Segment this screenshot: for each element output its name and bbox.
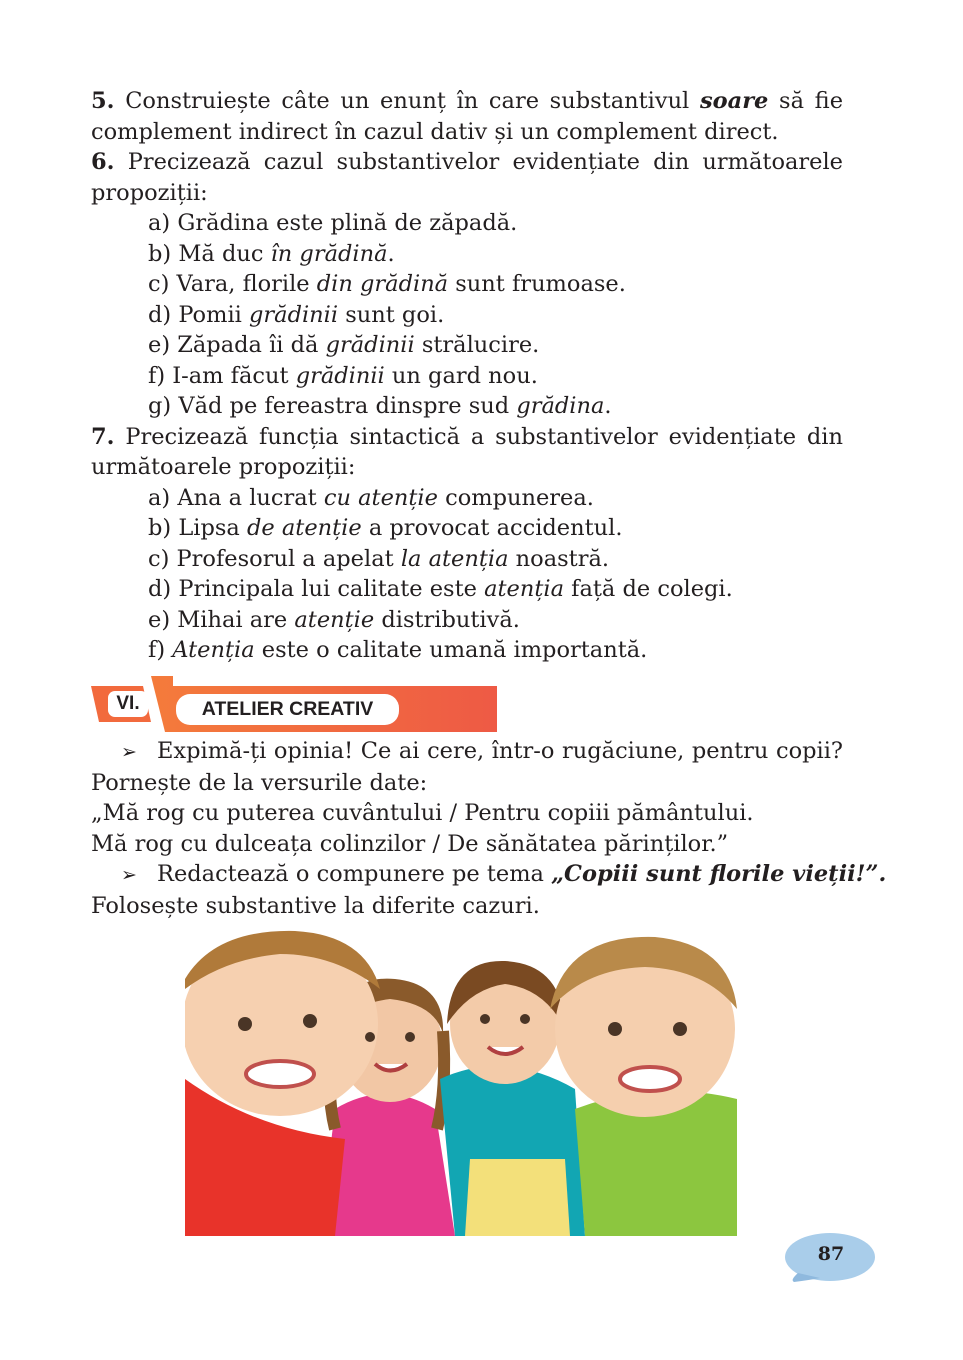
ex7-prompt: Precizează funcția sintactică a substantivelor evidențiate din [125, 423, 843, 450]
item-text-end: sunt frumoase. [448, 271, 626, 297]
item-text-end: noastră. [508, 545, 610, 572]
ex6-prompt: Precizează cazul substantivelor evidențiate din următoarele [127, 149, 843, 175]
item-text: d) Pomii [148, 301, 249, 328]
ex5-text-c: să fie [768, 88, 844, 114]
item-text-end: a provocat accidentul. [361, 515, 623, 541]
ex6-line-2: propoziții: [91, 179, 208, 206]
quote-line-2: Mă rog cu dulceața colinzilor / De sănătatea părinților.” [91, 830, 729, 857]
ex6-item [91, 239, 843, 270]
ex6-item [91, 269, 843, 300]
item-text: g) Văd pe fereastra dinspre sud [148, 393, 517, 419]
item-text-end: compunerea. [437, 484, 594, 511]
highlighted-noun: din grădină [316, 271, 449, 297]
ex7-line-1 [91, 422, 843, 453]
atelier-prompt-2: Redactează o compunere pe tema [157, 861, 552, 887]
highlighted-noun: grădinii [325, 332, 415, 358]
composition-theme: „Copiii sunt florile vieții!”. [551, 861, 887, 887]
item-text: f) [148, 637, 173, 663]
item-text-end: este o calitate umană importantă. [254, 637, 648, 663]
item-text: d) Principala lui calitate este [148, 576, 485, 602]
ex5-number: 5. [91, 88, 115, 114]
ex5-keyword: soare [699, 88, 769, 114]
item-text: b) Mă duc [148, 240, 271, 267]
ex6-item [91, 330, 843, 361]
ex5-line-1 [91, 86, 843, 117]
item-text: e) Zăpada îi dă [148, 332, 326, 358]
highlighted-noun: în grădină [270, 240, 388, 267]
ex7-item [91, 574, 843, 605]
section-title: ATELIER CREATIV [176, 694, 399, 725]
item-text-end: . [604, 393, 612, 419]
highlighted-noun: la atenția [400, 545, 509, 572]
exercises-block [91, 86, 843, 666]
ex7-number: 7. [91, 423, 115, 450]
atelier-prompt-1: Expimă-ți opinia! Ce ai cere, într-o rugăciune, pentru copii? [157, 738, 843, 764]
arrow-bullet-icon: ➢ [121, 741, 137, 763]
atelier-bullet-1-line-1 [91, 736, 843, 768]
item-text-end: strălucire. [414, 332, 540, 358]
highlighted-noun: atenție [294, 606, 375, 633]
atelier-block [91, 736, 887, 921]
ex7-item [91, 605, 843, 636]
ex5-line-2: complement indirect în cazul dativ și un complement direct. [91, 118, 779, 145]
ex6-item [91, 300, 843, 331]
item-text-end: distributivă. [374, 606, 520, 633]
children-photo [185, 929, 737, 1236]
atelier-bullet-1-line-2: Pornește de la versurile date: [91, 769, 428, 796]
item-text-end: sunt goi. [338, 301, 445, 328]
highlighted-noun: grădinii [295, 362, 385, 389]
ex7-item [91, 544, 843, 575]
ex6-item [91, 361, 843, 392]
item-text: b) Lipsa [148, 515, 247, 541]
ex5-text-a: Construiește câte un enunț în care substantivul [125, 88, 700, 114]
ex7-line-2: următoarele propoziții: [91, 454, 356, 480]
atelier-bullet-2-line-1 [91, 859, 887, 891]
highlighted-noun: atenția [484, 576, 564, 602]
highlighted-noun: de atenție [247, 515, 362, 541]
highlighted-noun: grădinii [249, 301, 339, 328]
item-text: a) Grădina este plină de zăpadă. [148, 210, 518, 236]
ex7-item [91, 513, 843, 544]
section-number: VI. [108, 691, 148, 717]
ex6-item [91, 208, 843, 239]
ex6-line-1 [91, 147, 843, 178]
ex6-number: 6. [91, 149, 115, 175]
item-text: c) Vara, florile [148, 271, 317, 297]
ex7-item [91, 483, 843, 514]
item-text: f) I-am făcut [148, 362, 296, 389]
item-text: a) Ana a lucrat [148, 484, 324, 511]
item-text: e) Mihai are [148, 606, 295, 633]
highlighted-noun: grădina [516, 393, 605, 419]
item-text-end: un gard nou. [384, 362, 538, 389]
quote-line-1: „Mă rog cu puterea cuvântului / Pentru copiii pământului. [91, 800, 754, 826]
highlighted-noun: cu atenție [323, 484, 438, 511]
ex6-item [91, 391, 843, 422]
page-number: 87 [817, 1243, 845, 1265]
item-text: c) Profesorul a apelat [148, 545, 401, 572]
item-text-end: față de colegi. [564, 576, 733, 602]
atelier-bullet-2-line-2: Folosește substantive la diferite cazuri. [91, 892, 540, 919]
highlighted-noun: Atenția [172, 637, 255, 663]
item-text-end: . [387, 240, 395, 267]
arrow-bullet-icon: ➢ [121, 864, 137, 886]
ex7-item [91, 635, 843, 666]
